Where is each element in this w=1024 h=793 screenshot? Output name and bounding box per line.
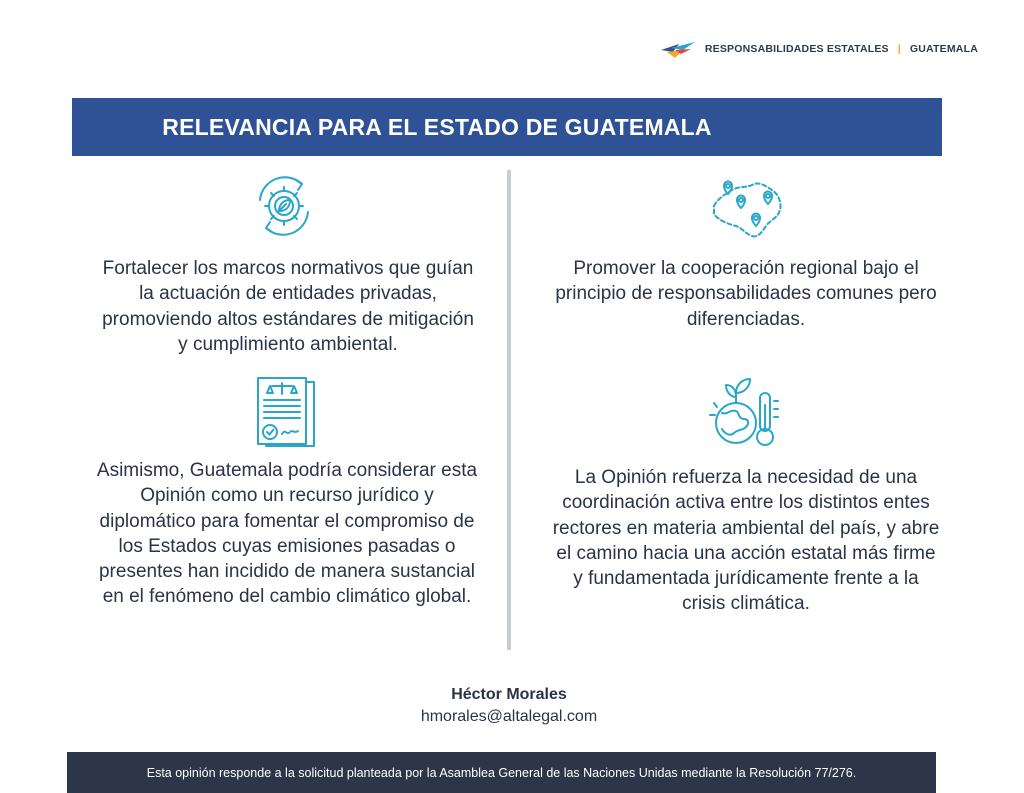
section-text-4: La Opinión refuerza la necesidad de una coordinación activa entre los distintos entes rectores en materia ambiental del país, y abre el camino hacia una acción estatal más firme y fundamentada jurídicamente frente a la crisis climática. xyxy=(552,467,940,615)
section-text-3: Asimismo, Guatemala podría considerar esta Opinión como un recurso jurídico y diplomático para fomentar el compromiso de los Estados cuyas emisiones pasadas o presentes han incidido de manera sustancial en el fenómeno del cambio climático global. xyxy=(96,460,478,608)
section-text-1: Fortalecer los marcos normativos que guían la actuación de entidades privadas, promoviendo altos estándares de mitigación y cumplimiento ambiental. xyxy=(102,258,474,355)
footer-bar xyxy=(67,752,936,793)
author-name: Héctor Morales xyxy=(451,686,567,703)
globe-thermometer-icon xyxy=(708,373,782,449)
brand-logo-icon xyxy=(661,40,697,58)
brand-country: GUATEMALA xyxy=(909,43,978,55)
page-title: RELEVANCIA PARA EL ESTADO DE GUATEMALA xyxy=(162,113,712,140)
title-banner xyxy=(72,98,942,156)
column-divider xyxy=(507,170,511,650)
author-block xyxy=(0,686,1018,726)
author-email[interactable]: hmorales@altalegal.com xyxy=(420,708,598,725)
footer-text: Esta opinión responde a la solicitud planteada por la Asamblea General de las Naciones Unidas mediante la Resolución 77/276. xyxy=(146,765,857,780)
legal-document-icon xyxy=(254,376,318,450)
gear-leaf-icon xyxy=(248,170,320,242)
map-pins-icon xyxy=(708,176,786,242)
section-text-2: Promover la cooperación regional bajo el principio de responsabilidades comunes pero diferenciadas. xyxy=(555,258,937,330)
brand-header xyxy=(661,40,978,58)
brand-separator: | xyxy=(897,43,901,55)
brand-title: RESPONSABILIDADES ESTATALES xyxy=(704,43,889,55)
